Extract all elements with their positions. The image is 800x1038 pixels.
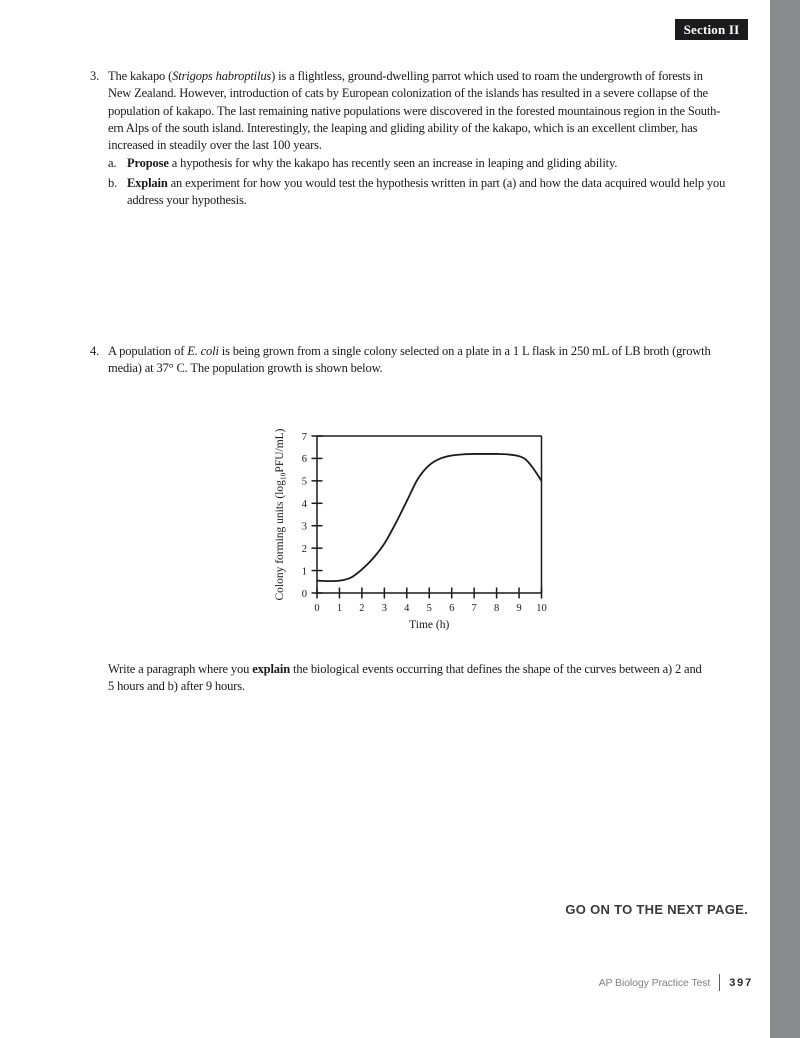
question-4-text	[108, 343, 711, 378]
svg-text:3: 3	[301, 521, 307, 533]
svg-text:10: 10	[536, 603, 547, 614]
item-b-marker: b.	[108, 176, 118, 190]
item-a-marker: a.	[108, 156, 117, 170]
svg-text:6: 6	[301, 454, 307, 466]
item-a-line: Propose a hypothesis for why the kakapo has recently seen an increase in leaping and gliding ability.	[127, 156, 618, 170]
prompt-line: 5 hours and b) after 9 hours.	[108, 679, 245, 694]
question-3-line: The kakapo (Strigops habroptilus) is a flightless, ground-dwelling parrot which used to roam the undergrowth of forests in	[108, 69, 703, 83]
section-badge	[675, 19, 748, 40]
svg-text:1: 1	[301, 566, 307, 578]
item-b-line: Explain an experiment for how you would test the hypothesis written in part (a) and how the data acquired would help you	[127, 176, 726, 190]
prompt-line: Write a paragraph where you explain the biological events occurring that defines the shape of the curves between a) 2 and	[108, 662, 702, 676]
page-footer	[450, 974, 753, 991]
svg-text:0: 0	[314, 603, 320, 614]
go-on-notice: GO ON TO THE NEXT PAGE.	[565, 902, 748, 917]
question-4	[90, 343, 711, 378]
svg-text:5: 5	[301, 476, 307, 488]
question-3-line: population of kakapo. The last remaining native populations were discovered in the forested mountainous region in the South-	[108, 103, 721, 118]
svg-text:2: 2	[359, 603, 365, 614]
question-3-line: ern Alps of the south island. Interestingly, the leaping and gliding ability of the kakapo, which is an excellent climber, has	[108, 120, 698, 135]
footer-divider	[719, 974, 720, 991]
svg-text:2: 2	[301, 543, 307, 555]
svg-text:4: 4	[404, 603, 410, 614]
svg-text:Time (h): Time (h)	[409, 619, 450, 631]
section-badge-label: Section II	[683, 21, 740, 37]
question-3-number: 3.	[90, 69, 100, 83]
svg-text:6: 6	[449, 603, 455, 614]
footer-title: AP Biology Practice Test	[598, 976, 711, 989]
growth-chart-svg	[270, 415, 560, 645]
question-3-text	[108, 68, 720, 154]
svg-text:0: 0	[301, 588, 307, 600]
svg-text:9: 9	[516, 603, 522, 614]
question-4-prompt	[108, 661, 702, 696]
item-b-line: address your hypothesis.	[127, 193, 247, 208]
svg-text:1: 1	[336, 603, 343, 614]
question-3-item-b	[108, 175, 725, 210]
growth-chart	[270, 415, 560, 645]
svg-text:8: 8	[493, 603, 500, 614]
svg-text:3: 3	[381, 603, 387, 614]
page-edge-strip	[770, 0, 800, 1038]
item-b-text	[127, 175, 725, 210]
question-3-line: increased in steadily over the last 100 years.	[108, 138, 322, 153]
question-3-line: New Zealand. However, introduction of cats by European colonization of the islands has resulted in a severe collapse of the	[108, 86, 708, 101]
footer-page-number: 397	[729, 976, 753, 989]
item-a-text	[127, 155, 617, 172]
growth-curve	[317, 454, 542, 581]
svg-text:7: 7	[301, 431, 307, 443]
question-4-line: media) at 37° C. The population growth is shown below.	[108, 361, 383, 376]
svg-text:7: 7	[471, 603, 477, 614]
question-4-number: 4.	[90, 344, 100, 358]
question-4-line: A population of E. coli is being grown from a single colony selected on a plate in a 1 L flask in 250 mL of LB broth (growth	[108, 344, 711, 358]
svg-text:5: 5	[426, 603, 432, 614]
question-3	[90, 68, 720, 154]
svg-text:4: 4	[301, 499, 307, 511]
svg-text:Colony forming units (log10PFU: Colony forming units $(\log_{10}PFU/mL)$	[274, 428, 288, 601]
question-3-item-a	[108, 155, 617, 172]
